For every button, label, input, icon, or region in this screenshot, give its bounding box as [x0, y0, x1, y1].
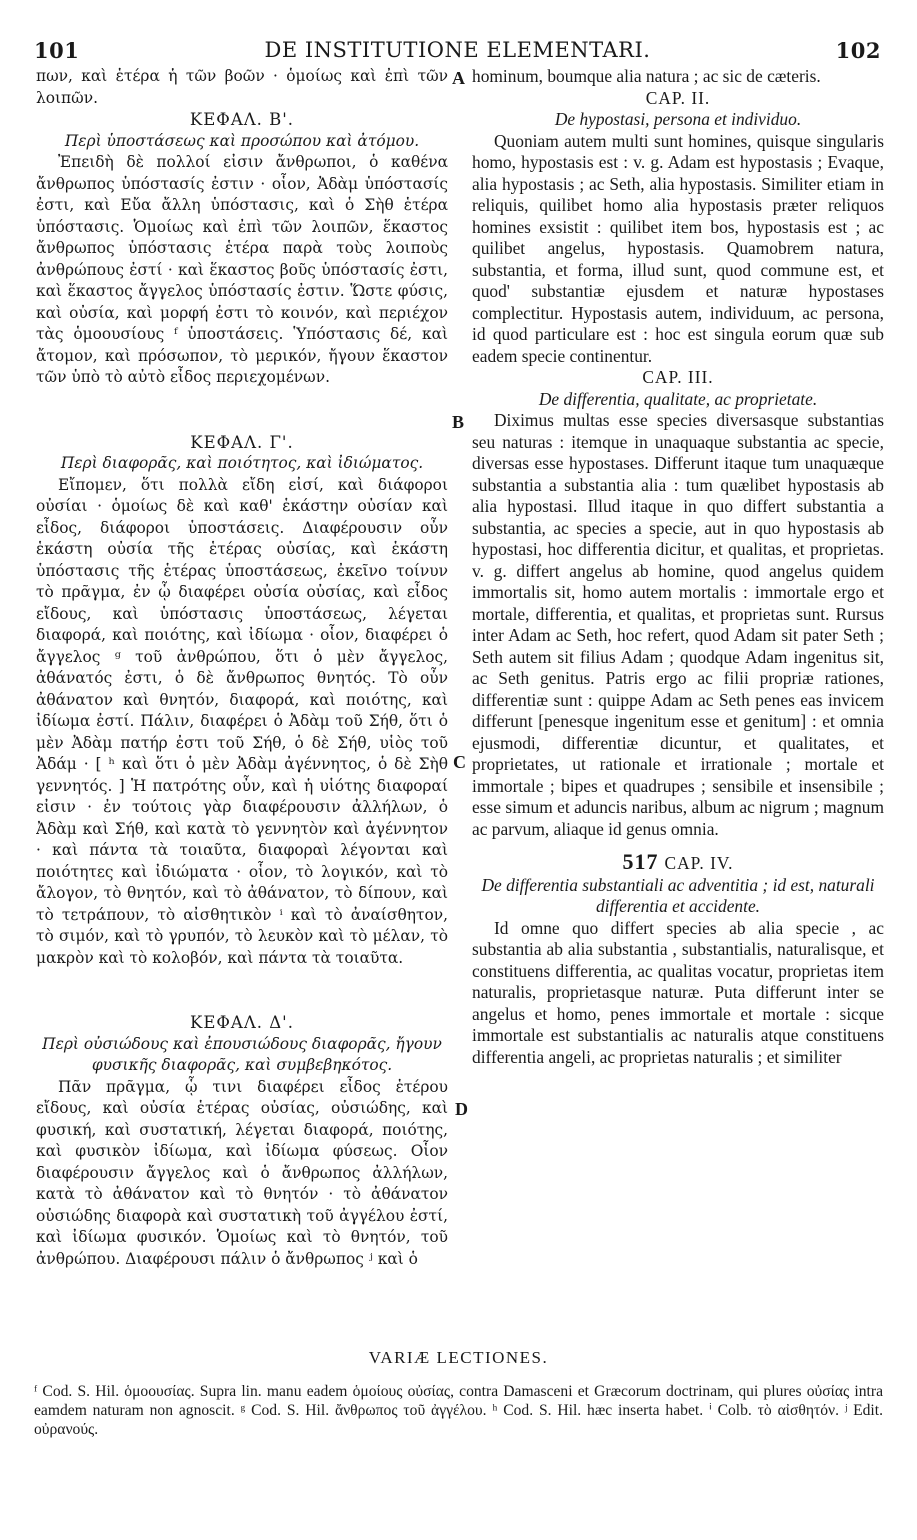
margin-marker-a: A	[452, 68, 465, 88]
running-title: DE INSTITUTIONE ELEMENTARI.	[264, 38, 651, 62]
latin-chapter-4-subtitle: De differentia substantiali ac adventitia ; id est, naturali differentia et accidente.	[481, 874, 875, 916]
spacer	[36, 969, 448, 991]
page-number-left: 101	[34, 38, 80, 63]
greek-chapter-4-text: Πᾶν πρᾶγμα, ᾧ τινι διαφέρει εἶδος ἑτέρου εἴδους, καὶ οὐσία ἑτέρας οὐσίας, οὐσιώδης, καὶ φυσική, καὶ συστατική, λέγεται διαφορά, ποιότης, καὶ φυσικὸν ἰδίωμα, καὶ ἰδίωμα φύσεως. Οἷον διαφέρουσιν ἄγγελος καὶ ὁ ἄνθρωπος ἀλλήλων, κατὰ τὸ ἀθάνατον καὶ τὸ θνητόν · τὸ ἀθάνατον οὐσιώδης διαφορὰ καὶ συστατικὴ τοῦ ἀγγέλου ἐστί, καὶ ἰδίωμα φυσικόν. Ὁμοίως καὶ τὸ θνητόν, τοῦ ἀνθρώπου. Διαφέρουσι πάλιν ὁ ἄνθρωπος ʲ καὶ ὁ	[36, 1077, 448, 1268]
variant-readings-text: ᶠ Cod. S. Hil. ὁμοουσίας. Supra lin. manu eadem ὁμοίους οὐσίας, contra Damasceni et Græcorum doctrinam, qui plures οὐσίας intra eamdem naturam non agnoscit. ᵍ Cod. S. Hil. ἄνθρωπος τοῦ ἀγγέλου. ʰ Cod. S. Hil. hæc inserta habet. ⁱ Colb. τὸ αἰσθητόν. ʲ Edit. οὐρανούς.	[34, 1383, 883, 1438]
greek-chapter-3-heading: ΚΕΦΑΛ. Γ'.	[190, 432, 294, 452]
greek-intro: πων, καὶ ἑτέρα ἡ τῶν βοῶν · ὁμοίως καὶ ἐπὶ τῶν λοιπῶν.	[36, 67, 448, 107]
spacer	[36, 991, 448, 1013]
latin-chapter-4-text: Id omne quo differt species ab alia specie , ac substantia ab alia substantia , substantialis, naturalisque, et constituens differentia, ac qualitas vocatur, proprietas item naturalis, proprietasque naturæ. Puta differunt inter se angelus et homo, penes immortale et mortale : sicque immortale est substantialis ac naturalis atque constituens differentia angeli, ac proprietas naturalis ; et similiter	[472, 917, 884, 1067]
greek-chapter-2-text: Ἐπειδὴ δὲ πολλοί εἰσιν ἄνθρωποι, ὁ καθένα ἄνθρωπος ὑπόστασίς ἐστιν · οἷον, Ἀδὰμ ὑπόστασίς ἐστι, καὶ Εὔα ἄλλη ὑπόστασις, καὶ ὁ Σὴθ ἑτέρα ὑπόστασις. Ὁμοίως καὶ ἐπὶ τῶν λοιπῶν, ἕκαστος ἄνθρωπος ὑπόστασις ἑτέρα παρὰ τοὺς λοιποὺς ἀνθρώπους ἐστί · καὶ ἕκαστος βοῦς ὑπόστασίς ἐστι, καὶ ἕκαστος ἄγγελος ὑπόστασίς ἐστιν. Ὥστε φύσις, καὶ οὐσία, καὶ μορφή ἐστι τὸ κοινόν, καὶ περιέχον τὰς ὁμοουσίους ᶠ ὑποστάσεις. Ὑπόστασις δέ, καὶ ἄτομον, καὶ πρόσωπον, τὸ μερικόν, ἤγουν ἕκαστον τῶν ὑπὸ τὸ αὐτὸ εἶδος περιεχομένων.	[36, 153, 448, 386]
column-number: 517	[622, 849, 659, 874]
running-head	[34, 38, 881, 66]
latin-chapter-3-subtitle: De differentia, qualitate, ac proprietate.	[538, 388, 818, 409]
latin-chapter-4-heading	[472, 851, 884, 875]
latin-intro: hominum, boumque alia natura ; ac sic de cæteris.	[472, 66, 821, 86]
greek-column	[36, 66, 448, 1331]
latin-chapter-2-subtitle: De hypostasi, persona et individuo.	[554, 109, 802, 129]
greek-chapter-4-subtitle: Περὶ οὐσιώδους καὶ ἐπουσιώδους διαφορᾶς, ἤγουν φυσικῆς διαφορᾶς, καὶ συμβεβηκότος.	[42, 1034, 442, 1074]
variant-readings	[34, 1348, 883, 1439]
margin-marker-b: B	[452, 412, 465, 432]
spacer	[36, 389, 448, 411]
greek-chapter-2-subtitle: Περὶ ὑποστάσεως καὶ προσώπου καὶ ἀτόμου.	[64, 131, 420, 150]
latin-chapter-2-heading: CAP. II.	[645, 87, 711, 108]
latin-chapter-3-text: Diximus multas esse species diversasque substantias seu naturas : itemque in unaquaque substantia ac specie, diversas esse hypostases. Differunt itaque tum unaquæque substantia a substantia alia : tum quælibet hypostasis ab alia hypostasi. Illud itaque in quo differt substantia a substantia, ac species a specie, aut in quo hypostasis ab hypostasi, hoc differentia dicitur, et qualitas, et proprietas. v. g. differt angelus ab homine, quod angelus quidem immortalis sit, homo autem mortalis : immortale ergo et mortale, differentia, et qualitas, et proprietas sunt. Rursus inter Adam ac Seth, hoc refert, quod Adam sit pater Seth ; Seth autem sit filius Adam ; quodque Adam ingenitus sit, ac Seth genitus. Patris ergo ac filii propriæ rationes, differentiæ sunt : quippe Adam ac Seth penes eas invicem differunt [penesque ingenitum esse et genitum] : et omnia ejusmodi, differentiæ dicuntur, et qualitates, et proprietates, ut rationale et irrationale ; mortale et immortale ; bipes et quadrupes ; sensibile et insensibile ; esse simum et aduncis naribus, album ac nigrum ; magnum ac parvum, aliaque id genus omnia.	[472, 410, 884, 839]
latin-chapter-3-heading: CAP. III.	[642, 367, 714, 387]
latin-chapter-4-label: CAP. IV.	[664, 853, 734, 873]
latin-chapter-2-text: Quoniam autem multi sunt homines, quisque singularis homo, hypostasis est : v. g. Adam est hypostasis ; Evaque, alia hypostasis ; ac Seth, alia hypostasis. Similiter etiam in reliquis, quilibet homo alia hypostasis præter reliquos homines exsistit : quilibet item bos, hypostasis est ; ac quilibet angelus, hypostasis. Quamobrem natura, substantia, et forma, illud sunt, quod commune est, et quod' substantiæ ejusdem et naturæ hypostases complectitur. Hypostasis autem, individuum, ac persona, id quod particulare est : hoc est singula eorum quæ sub eadem specie continentur.	[472, 130, 884, 366]
spacer	[472, 840, 884, 851]
greek-chapter-2-heading: ΚΕΦΑΛ. Β'.	[189, 110, 295, 129]
spacer	[36, 410, 448, 432]
variant-readings-heading: VARIÆ LECTIONES.	[368, 1348, 549, 1367]
page-number-right: 102	[835, 38, 881, 63]
margin-marker-c: C	[453, 752, 466, 772]
greek-chapter-3-text: Εἴπομεν, ὅτι πολλὰ εἴδη εἰσί, καὶ διάφοροι οὐσίαι · ὁμοίως δὲ καὶ καθ' ἑκάστην οὐσίαν καὶ εἶδος, διάφοροι ὑποστάσεις. Διαφέρουσιν οὖν ἑκάστη οὐσία τῆς ἑτέρας οὐσίας, καὶ ἑκάστη ὑπόστασις τῆς ἑτέρας ὑποστάσεως, ἐκεῖνο τοίνυν τὸ πρᾶγμα, ἐν ᾧ διαφέρει οὐσία οὐσίας, καὶ εἶδος εἴδους, καὶ ὑπόστασις ὑποστάσεως, λέγεται διαφορά, καὶ ποιότης, καὶ ἰδίωμα · οἷον, διαφέρει ὁ ἄγγελος ᵍ τοῦ ἀνθρώπου, ὅτι ὁ μὲν ἄγγελος, ἀθάνατός ἐστι, ὁ δὲ ἄνθρωπος θνητός. Τὸ οὖν ἀθάνατον καὶ θνητόν, διαφορά, καὶ ποιότης, καὶ ἰδίωμα ἐστί. Πάλιν, διαφέρει ὁ Ἀδὰμ τοῦ Σήθ, ὅτι ὁ μὲν Ἀδὰμ πατήρ ἐστι τοῦ Σήθ, ὁ δὲ Σήθ, υἱὸς τοῦ Ἀδάμ · [ ʰ καὶ ὅτι ὁ μὲν Ἀδὰμ ἀγέννητος, ὁ δὲ Σὴθ γεννητός. ] Ἡ πατρότης οὖν, καὶ ἡ υἱότης διαφοραί εἰσιν · ἐν τούτοις γὰρ διαφέρουσιν ἀλλήλων, ὁ Ἀδὰμ καὶ Σήθ, καὶ κατὰ τὸ γεννητὸν καὶ ἀγέννητον · καὶ πάντα τὰ τοιαῦτα, διαφοραὶ λέγονται καὶ ποιότητες καὶ ἰδιώματα · οἷον, τὸ λογικόν, καὶ τὸ ἄλογον, τὸ θνητόν, καὶ τὸ ἀθάνατον, τὸ δίπουν, καὶ τὸ τετράπουν, τὸ αἰσθητικὸν ⁱ καὶ τὸ ἀναίσθητον, τὸ σιμόν, καὶ τὸ γρυπόν, τὸ λευκὸν καὶ τὸ μέλαν, τὸ μακρὸν καὶ τὸ κολοβόν, καὶ πάντα τὰ τοιαῦτα.	[36, 475, 448, 967]
latin-column	[472, 66, 884, 1331]
margin-marker-d: D	[455, 1099, 468, 1119]
greek-chapter-3-subtitle: Περὶ διαφορᾶς, καὶ ποιότητος, καὶ ἰδιώματος.	[60, 454, 424, 472]
greek-chapter-4-heading: ΚΕΦΑΛ. Δ'.	[190, 1013, 294, 1032]
